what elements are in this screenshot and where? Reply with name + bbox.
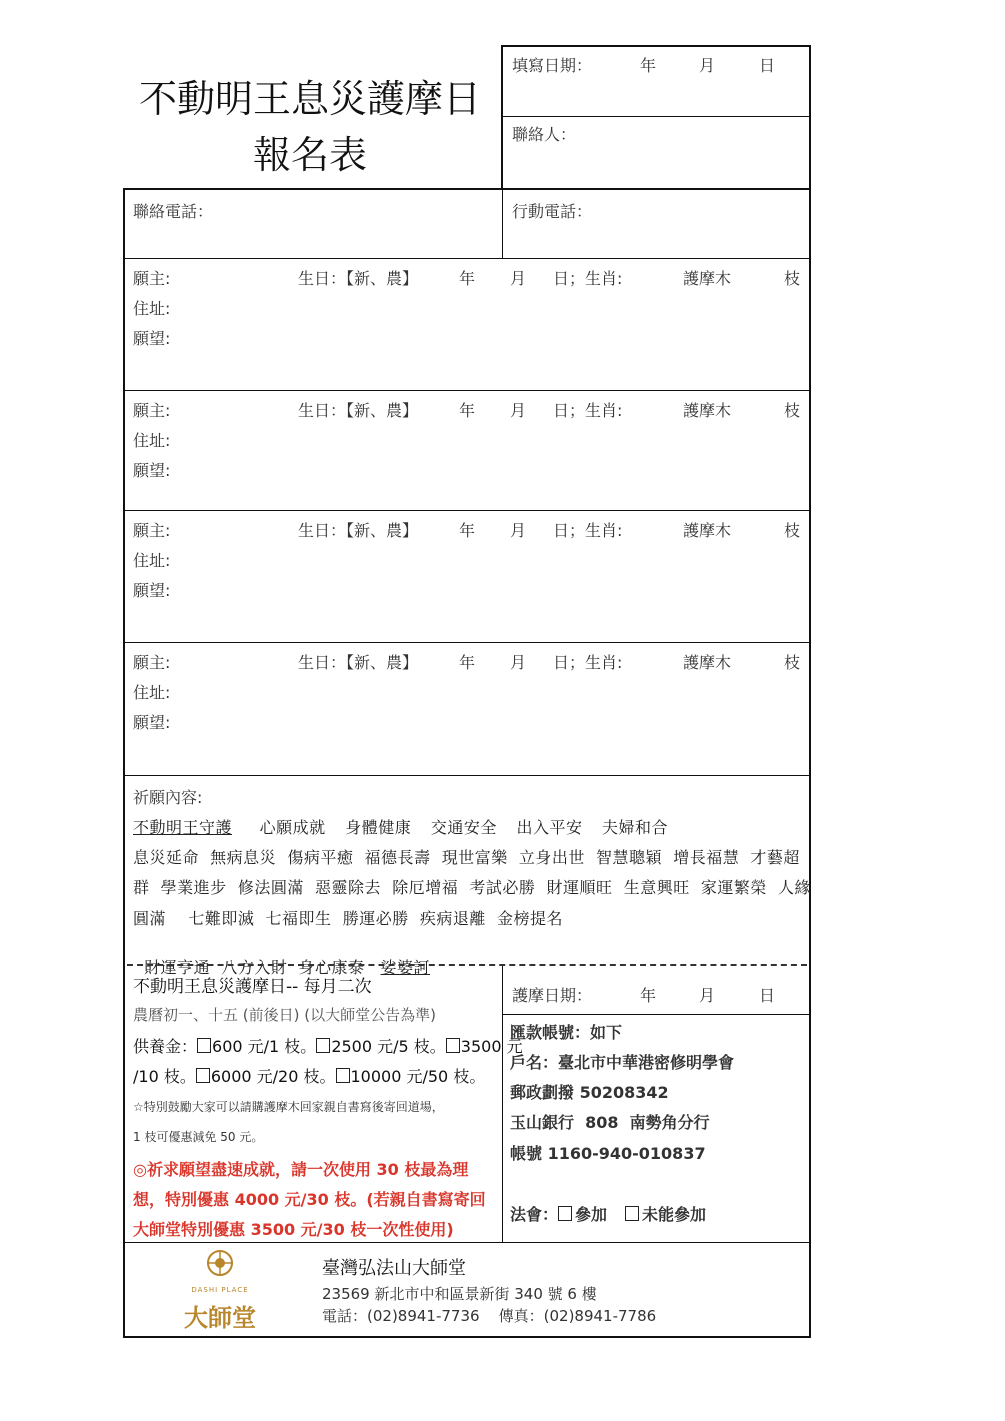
- ceremony-date-year[interactable]: 年: [640, 986, 657, 1005]
- divider: [123, 775, 811, 776]
- dashed-divider: [127, 964, 807, 966]
- org-address: 23569 新北市中和區景新街 340 號 6 樓: [322, 1285, 597, 1303]
- wish-item[interactable]: 不動明王守護: [133, 818, 233, 837]
- schedule-heading: 不動明王息災護摩日-- 每月二次: [133, 977, 372, 997]
- divider: [502, 188, 503, 258]
- option-4-label: 6000 元/20 枝。: [210, 1067, 336, 1086]
- birth-day-zodiac[interactable]: 日；生肖:: [553, 401, 623, 420]
- wish-label[interactable]: 願望:: [133, 461, 171, 480]
- wish-item[interactable]: 夫婦和合: [602, 818, 669, 837]
- attend-no-checkbox[interactable]: [625, 1206, 639, 1221]
- lotus-icon: [180, 1248, 260, 1280]
- wood-label: 護摩木: [683, 521, 732, 540]
- option-3-unit: /10 枝。: [133, 1067, 196, 1086]
- option-2-checkbox[interactable]: [316, 1038, 330, 1053]
- birth-month[interactable]: 月: [510, 269, 527, 288]
- offering-line-1: [133, 1034, 523, 1057]
- wish-item: 娑婆訶: [380, 958, 431, 977]
- option-3-label: 3500 元: [460, 1037, 523, 1056]
- divider: [502, 966, 503, 1242]
- wish-item[interactable]: 身體健康: [345, 818, 412, 837]
- wish-item[interactable]: 出入平安: [516, 818, 583, 837]
- birth-year[interactable]: 年: [459, 269, 476, 288]
- wishes-line-1: [133, 815, 682, 838]
- form-title: 不動明王息災護摩日: [138, 77, 481, 121]
- birth-day-zodiac[interactable]: 日；生肖:: [553, 269, 623, 288]
- birth-day-zodiac[interactable]: 日；生肖:: [553, 521, 623, 540]
- birth-day-zodiac[interactable]: 日；生肖:: [553, 653, 623, 672]
- option-4-checkbox[interactable]: [196, 1068, 210, 1083]
- divider: [502, 1014, 811, 1015]
- option-2-label: 2500 元/5 枝。: [331, 1037, 446, 1056]
- account-name: 戶名：臺北市中華港密修明學會: [510, 1053, 735, 1072]
- ceremony-date-label: 護摩日期：: [512, 986, 593, 1005]
- birthday-label: 生日：【新、農】: [298, 653, 419, 672]
- divider: [123, 642, 811, 643]
- wish-item[interactable]: 心願成就: [259, 818, 326, 837]
- wish-label[interactable]: 願望:: [133, 581, 171, 600]
- fill-date-year[interactable]: 年: [640, 56, 657, 75]
- applicant-name-label[interactable]: 願主:: [133, 653, 171, 672]
- fill-date-day[interactable]: 日: [759, 56, 776, 75]
- ceremony-date-month[interactable]: 月: [699, 986, 716, 1005]
- wood-label: 護摩木: [683, 269, 732, 288]
- attend-yes-label: 參加: [575, 1205, 608, 1224]
- mobile-phone-label[interactable]: 行動電話：: [512, 202, 593, 221]
- birthday-label: 生日：【新、農】: [298, 521, 419, 540]
- home-phone-label[interactable]: 聯絡電話：: [133, 202, 214, 221]
- promo-line-3: 大師堂特別優惠 3500 元/30 枝一次性使用): [133, 1220, 454, 1239]
- applicant-name-label[interactable]: 願主:: [133, 521, 171, 540]
- wood-unit[interactable]: 枝: [784, 653, 801, 672]
- wood-unit[interactable]: 枝: [784, 401, 801, 420]
- birth-year[interactable]: 年: [459, 653, 476, 672]
- address-label[interactable]: 住址:: [133, 551, 171, 570]
- divider: [123, 1242, 811, 1243]
- ceremony-date-day[interactable]: 日: [759, 986, 776, 1005]
- note-line-2: 1 枝可優惠減免 50 元。: [133, 1130, 264, 1144]
- divider: [501, 116, 811, 117]
- birthday-label: 生日：【新、農】: [298, 401, 419, 420]
- remit-label: 匯款帳號：如下: [510, 1023, 623, 1042]
- divider: [123, 258, 811, 259]
- birthday-label: 生日：【新、農】: [298, 269, 419, 288]
- wood-label: 護摩木: [683, 653, 732, 672]
- option-5-checkbox[interactable]: [336, 1068, 350, 1083]
- option-1-label: 600 元/1 枝。: [212, 1037, 317, 1056]
- option-5-label: 10000 元/50 枝。: [350, 1067, 486, 1086]
- wood-unit[interactable]: 枝: [784, 521, 801, 540]
- wish-label[interactable]: 願望:: [133, 329, 171, 348]
- wood-unit[interactable]: 枝: [784, 269, 801, 288]
- wish-item[interactable]: 交通安全: [430, 818, 497, 837]
- offering-label: 供養金：: [133, 1037, 198, 1056]
- fill-date-label: 填寫日期：: [512, 56, 593, 75]
- schedule-dates: 農曆初一、十五 (前後日) (以大師堂公告為準): [133, 1006, 436, 1024]
- attendance-label: 法會：: [510, 1205, 559, 1224]
- logo-english: DASHI PLACE: [191, 1286, 249, 1294]
- contact-label[interactable]: 聯絡人：: [512, 125, 577, 144]
- address-label[interactable]: 住址:: [133, 299, 171, 318]
- birth-year[interactable]: 年: [459, 401, 476, 420]
- divider: [123, 390, 811, 391]
- wish-item: 財運亨通 八方入財 身心康泰: [144, 958, 365, 977]
- dashi-logo: [180, 1248, 260, 1332]
- bank-account-number: 帳號 1160-940-010837: [510, 1144, 706, 1163]
- wishes-heading: 祈願內容:: [133, 788, 203, 807]
- birth-month[interactable]: 月: [510, 653, 527, 672]
- attend-no-label: 未能參加: [642, 1205, 707, 1224]
- birth-month[interactable]: 月: [510, 521, 527, 540]
- birth-year[interactable]: 年: [459, 521, 476, 540]
- note-line-1: ☆特別鼓勵大家可以請購護摩木回家親自書寫後寄回道場，: [133, 1100, 444, 1114]
- option-1-checkbox[interactable]: [197, 1038, 211, 1053]
- wishes-line-4: 圓滿 七難即滅 七福即生 勝運必勝 疾病退離 金榜提名: [133, 909, 564, 928]
- applicant-name-label[interactable]: 願主:: [133, 401, 171, 420]
- wishes-line-2: 息災延命 無病息災 傷病平癒 福德長壽 現世富樂 立身出世 智慧聰穎 增長福慧 才藝超: [133, 848, 800, 867]
- wishes-line-3: 群 學業進步 修法圓滿 惡靈除去 除厄增福 考試必勝 財運順旺 生意興旺 家運繁榮 人緣: [133, 878, 812, 897]
- option-3-checkbox[interactable]: [446, 1038, 460, 1053]
- form-subtitle: 報名表: [252, 133, 367, 177]
- address-label[interactable]: 住址:: [133, 431, 171, 450]
- attendance-row: [510, 1202, 706, 1225]
- wish-label[interactable]: 願望:: [133, 713, 171, 732]
- promo-line-1: ◎祈求願望盡速成就，請一次使用 30 枝最為理: [133, 1160, 469, 1179]
- org-name: 臺灣弘法山大師堂: [322, 1258, 466, 1279]
- attend-yes-checkbox[interactable]: [558, 1206, 572, 1221]
- address-label[interactable]: 住址:: [133, 683, 171, 702]
- logo-chinese: 大師堂: [184, 1303, 256, 1332]
- org-phone: 電話：(02)8941-7736 傳真：(02)8941-7786: [322, 1307, 657, 1325]
- fill-date-month[interactable]: 月: [699, 56, 716, 75]
- divider: [123, 510, 811, 511]
- promo-line-2: 想，特別優惠 4000 元/30 枝。(若親自書寫寄回: [133, 1190, 486, 1209]
- applicant-name-label[interactable]: 願主:: [133, 269, 171, 288]
- birth-month[interactable]: 月: [510, 401, 527, 420]
- wood-label: 護摩木: [683, 401, 732, 420]
- postal-account: 郵政劃撥 50208342: [510, 1083, 669, 1102]
- offering-line-2: [133, 1064, 485, 1087]
- bank-name: 玉山銀行 808 南勢角分行: [510, 1113, 710, 1132]
